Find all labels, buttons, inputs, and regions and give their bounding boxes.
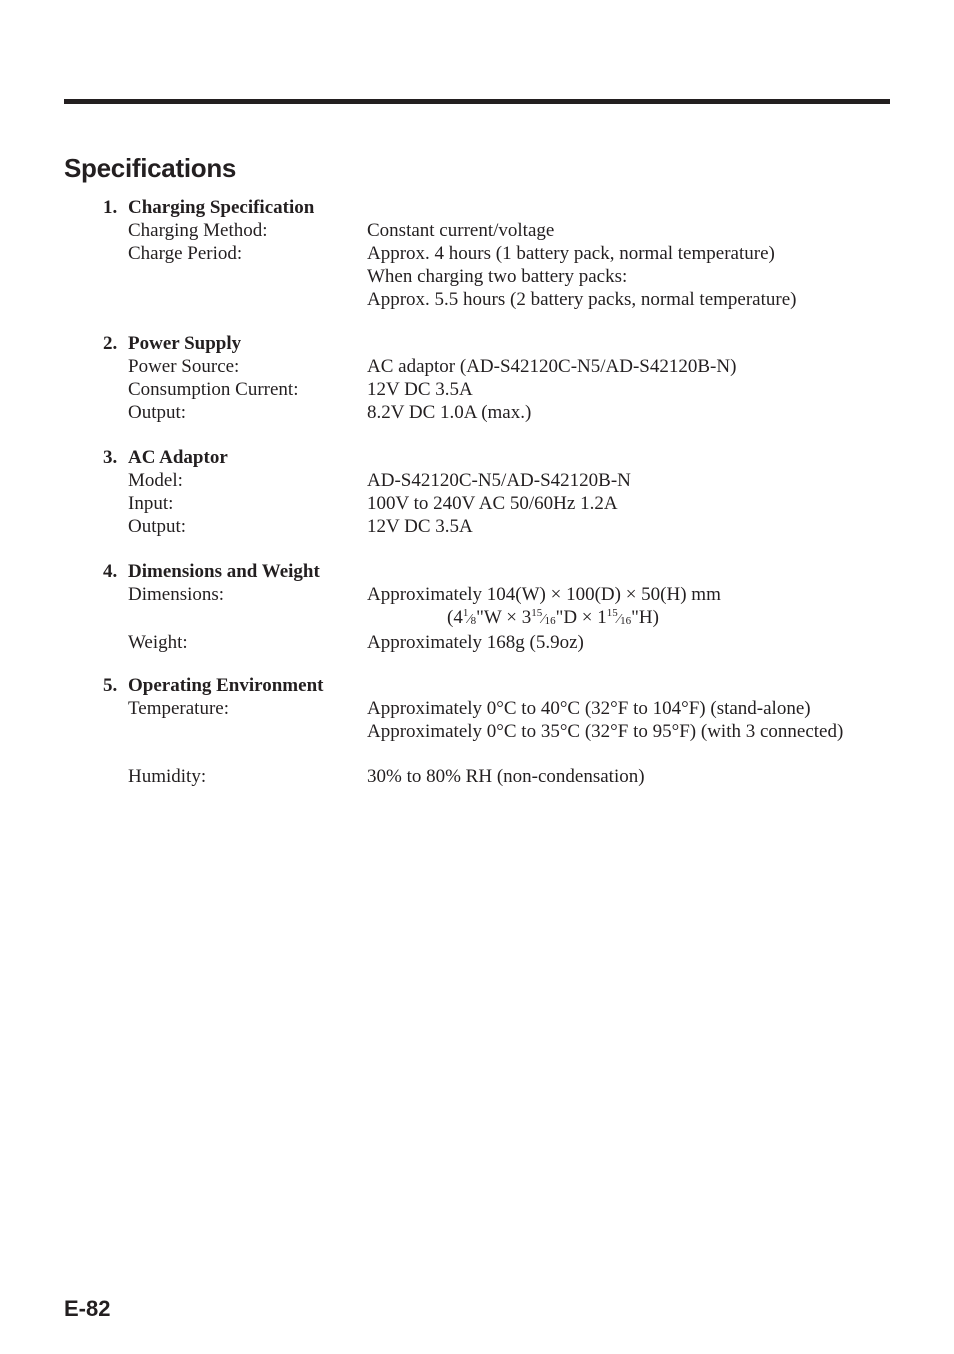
spec-row-temperature [0, 697, 954, 720]
spec-row-model [0, 469, 954, 492]
section-heading [0, 674, 954, 697]
spec-label: Input: [128, 493, 174, 514]
section-number: 1. [103, 197, 118, 218]
spec-value: Approx. 5.5 hours (2 battery packs, normal temperature) [367, 289, 797, 310]
spec-label: Model: [128, 470, 183, 491]
spec-row-continuation [0, 288, 954, 311]
section-number: 2. [103, 333, 118, 354]
spec-row-charge-period [0, 242, 954, 265]
fraction-denominator: 16 [544, 615, 556, 627]
spec-value: Approximately 104(W) × 100(D) × 50(H) mm [367, 584, 721, 605]
fraction-denominator: 16 [620, 615, 632, 627]
spec-label: Consumption Current: [128, 379, 299, 400]
spec-row-continuation [0, 720, 954, 743]
fraction-numerator: 15 [606, 607, 618, 619]
imperial-width-tail: "W × 3 [476, 607, 532, 628]
section-title: AC Adaptor [128, 447, 228, 468]
spec-value: AD-S42120C-N5/AD-S42120B-N [367, 470, 631, 491]
spec-value: Constant current/voltage [367, 220, 555, 241]
section-power-supply [0, 332, 954, 424]
spec-value: Approximately 0°C to 35°C (32°F to 95°F) (with 3 connected) [367, 721, 844, 742]
spec-label: Charge Period: [128, 243, 243, 264]
spec-value: Approximately 0°C to 40°C (32°F to 104°F) (stand-alone) [367, 698, 811, 719]
section-heading [0, 446, 954, 469]
section-ac-adaptor [0, 446, 954, 538]
spec-value: 30% to 80% RH (non-condensation) [367, 766, 645, 787]
section-number: 4. [103, 561, 118, 582]
spec-value: AC adaptor (AD-S42120C-N5/AD-S42120B-N) [367, 356, 737, 377]
spec-row-dimensions-imperial [0, 606, 954, 629]
spec-row-input [0, 492, 954, 515]
fraction-slash: ⁄ [542, 612, 545, 627]
section-title: Dimensions and Weight [128, 561, 320, 582]
fraction-slash: ⁄ [617, 612, 621, 627]
section-title: Operating Environment [128, 675, 324, 696]
spec-row-continuation [0, 265, 954, 288]
spec-row-dimensions [0, 583, 954, 606]
section-number: 3. [103, 447, 118, 468]
spec-label: Power Source: [128, 356, 240, 377]
spec-value: 12V DC 3.5A [367, 379, 473, 400]
spec-value: 100V to 240V AC 50/60Hz 1.2A [367, 493, 618, 514]
spec-label: Temperature: [128, 698, 230, 719]
section-title: Charging Specification [128, 197, 315, 218]
section-charging-specification [0, 196, 954, 311]
fraction-denominator: 8 [470, 615, 477, 627]
section-number: 5. [103, 675, 118, 696]
imperial-open: (4 [447, 607, 463, 628]
spec-row-consumption-current [0, 378, 954, 401]
page-title: Specifications [64, 153, 237, 183]
spec-label: Humidity: [128, 766, 207, 787]
spec-row-humidity [0, 765, 954, 788]
section-heading [0, 196, 954, 219]
imperial-height-tail: "H) [631, 607, 659, 628]
spec-row-charging-method [0, 219, 954, 242]
section-operating-environment [0, 674, 954, 788]
spec-row-output [0, 515, 954, 538]
section-heading [0, 332, 954, 355]
top-rule [64, 99, 890, 104]
spec-row-weight [0, 631, 954, 654]
spec-label: Output: [128, 402, 187, 423]
fraction-numerator: 1 [462, 607, 469, 619]
spec-row-output [0, 401, 954, 424]
fraction-numerator: 15 [531, 607, 543, 619]
spec-label: Output: [128, 516, 187, 537]
dimensions-imperial-value [447, 606, 659, 631]
spec-value: Approx. 4 hours (1 battery pack, normal temperature) [367, 243, 775, 264]
spec-value: 8.2V DC 1.0A (max.) [367, 402, 532, 423]
spec-row-power-source [0, 355, 954, 378]
section-title: Power Supply [128, 333, 242, 354]
spec-label: Charging Method: [128, 220, 268, 241]
spec-label: Weight: [128, 632, 188, 653]
section-dimensions-and-weight [0, 560, 954, 654]
fraction-slash: ⁄ [468, 612, 471, 627]
spec-label: Dimensions: [128, 584, 225, 605]
imperial-depth-tail: "D × 1 [555, 607, 607, 628]
spec-value: Approximately 168g (5.9oz) [367, 632, 584, 653]
page-number: E-82 [64, 1296, 111, 1321]
spec-value: When charging two battery packs: [367, 266, 628, 287]
section-heading [0, 560, 954, 583]
spec-value: 12V DC 3.5A [367, 516, 473, 537]
